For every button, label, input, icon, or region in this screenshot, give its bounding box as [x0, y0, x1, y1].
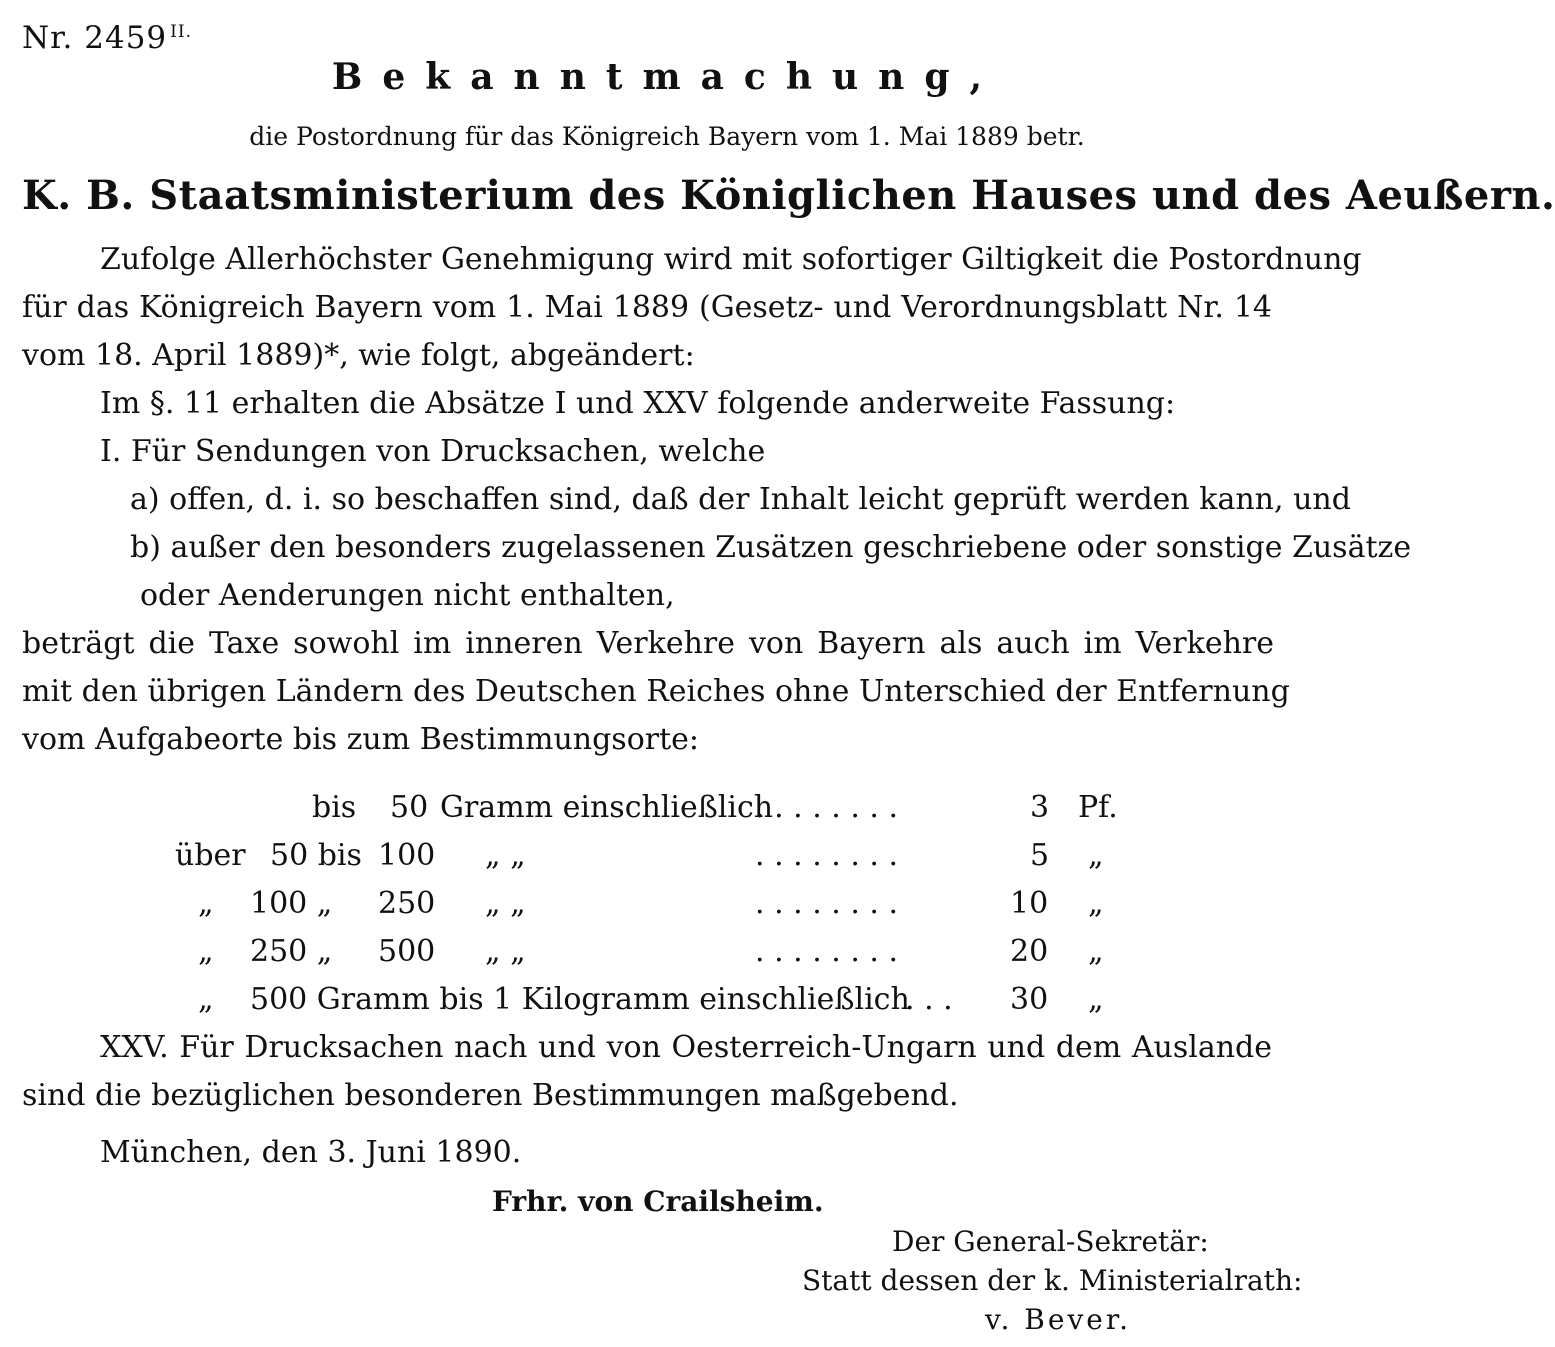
rate-row-0-value: 3: [1030, 790, 1050, 825]
secretary-substitute: Statt dessen der k. Ministerialrath:: [802, 1264, 1303, 1297]
document-title: Bekanntmachung,: [331, 56, 1003, 98]
place-date: München, den 3. Juni 1890.: [100, 1135, 522, 1170]
rate-row-4-c2: 500 Gramm bis 1 Kilogramm einschließlich: [250, 982, 910, 1017]
minister-signature: Frhr. von Crailsheim.: [492, 1185, 824, 1218]
item-b-line-2: oder Aenderungen nicht enthalten,: [140, 578, 675, 613]
tax-text-line-3: vom Aufgabeorte bis zum Bestimmungsorte:: [22, 722, 700, 757]
rate-row-3-c2: 250 „: [250, 934, 333, 969]
rate-row-1-c3: 100: [378, 838, 436, 873]
rate-row-0-c3: 50: [390, 790, 429, 825]
intro-line-3: vom 18. April 1889)*, wie folgt, abgeändert:: [22, 338, 695, 373]
secretary-name: v. Bever.: [985, 1303, 1132, 1336]
document-number-text: Nr. 2459: [22, 20, 168, 56]
rate-row-2-value: 10: [1010, 886, 1049, 921]
rate-row-2-unit: „: [1088, 886, 1104, 921]
secretary-title: Der General-Sekretär:: [892, 1225, 1209, 1258]
ministry-heading: K. B. Staatsministerium des Königlichen Hauses und des Aeußern.: [22, 172, 1555, 219]
rate-row-2-c1: „: [198, 886, 214, 921]
rate-row-1-unit: „: [1088, 838, 1104, 873]
rate-row-0-c4: Gramm einschließlich: [440, 790, 774, 825]
rate-row-2-c4: „ „: [485, 886, 526, 921]
tax-text-line-1: beträgt die Taxe sowohl im inneren Verkehre von Bayern als auch im Verkehre: [22, 626, 1274, 661]
rate-row-3-c4: „ „: [485, 934, 526, 969]
rate-row-1-c1: über: [175, 838, 246, 873]
rate-row-3-c1: „: [198, 934, 214, 969]
item-b-line-1: b) außer den besonders zugelassenen Zusätzen geschriebene oder sonstige Zusätze: [130, 530, 1412, 565]
document-number-suffix: II.: [170, 21, 192, 42]
rate-row-1-dots: . . . . . . . .: [755, 838, 899, 873]
rate-row-2-dots: . . . . . . . .: [755, 886, 899, 921]
tax-text-line-2: mit den übrigen Ländern des Deutschen Reiches ohne Unterschied der Entfernung: [22, 674, 1290, 709]
rate-row-4-value: 30: [1010, 982, 1049, 1017]
rate-row-1-value: 5: [1030, 838, 1050, 873]
rate-row-2-c2: 100 „: [250, 886, 333, 921]
rate-row-3-dots: . . . . . . . .: [755, 934, 899, 969]
intro-line-2: für das Königreich Bayern vom 1. Mai 1889 (Gesetz- und Verordnungsblatt Nr. 14: [22, 290, 1272, 325]
rate-row-3-unit: „: [1088, 934, 1104, 969]
rate-row-3-c3: 500: [378, 934, 436, 969]
rate-row-3-value: 20: [1010, 934, 1049, 969]
section-intro: Im §. 11 erhalten die Absätze I und XXV folgende anderweite Fassung:: [100, 386, 1176, 421]
rate-row-2-c3: 250: [378, 886, 436, 921]
rate-row-0-c2: bis: [312, 790, 357, 825]
rate-row-4-c1: „: [198, 982, 214, 1017]
rate-row-0-unit: Pf.: [1078, 790, 1118, 825]
intro-line-1: Zufolge Allerhöchster Genehmigung wird mit sofortiger Giltigkeit die Postordnung: [100, 242, 1362, 277]
item-1-intro: I. Für Sendungen von Drucksachen, welche: [100, 434, 766, 469]
item-a: a) offen, d. i. so beschaffen sind, daß der Inhalt leicht geprüft werden kann, und: [130, 482, 1351, 517]
document-number: [22, 20, 192, 56]
rate-row-0-dots: . . . . . . . .: [755, 790, 899, 825]
rate-row-1-c2: 50 bis: [270, 838, 362, 873]
rate-row-4-dots: . . .: [905, 982, 953, 1017]
document-subtitle: die Postordnung für das Königreich Bayern vom 1. Mai 1889 betr.: [249, 122, 1085, 151]
item-25-line-1: XXV. Für Drucksachen nach und von Oesterreich-Ungarn und dem Auslande: [100, 1030, 1272, 1065]
rate-row-4-unit: „: [1088, 982, 1104, 1017]
item-25-line-2: sind die bezüglichen besonderen Bestimmungen maßgebend.: [22, 1078, 959, 1113]
rate-row-1-c4: „ „: [485, 838, 526, 873]
